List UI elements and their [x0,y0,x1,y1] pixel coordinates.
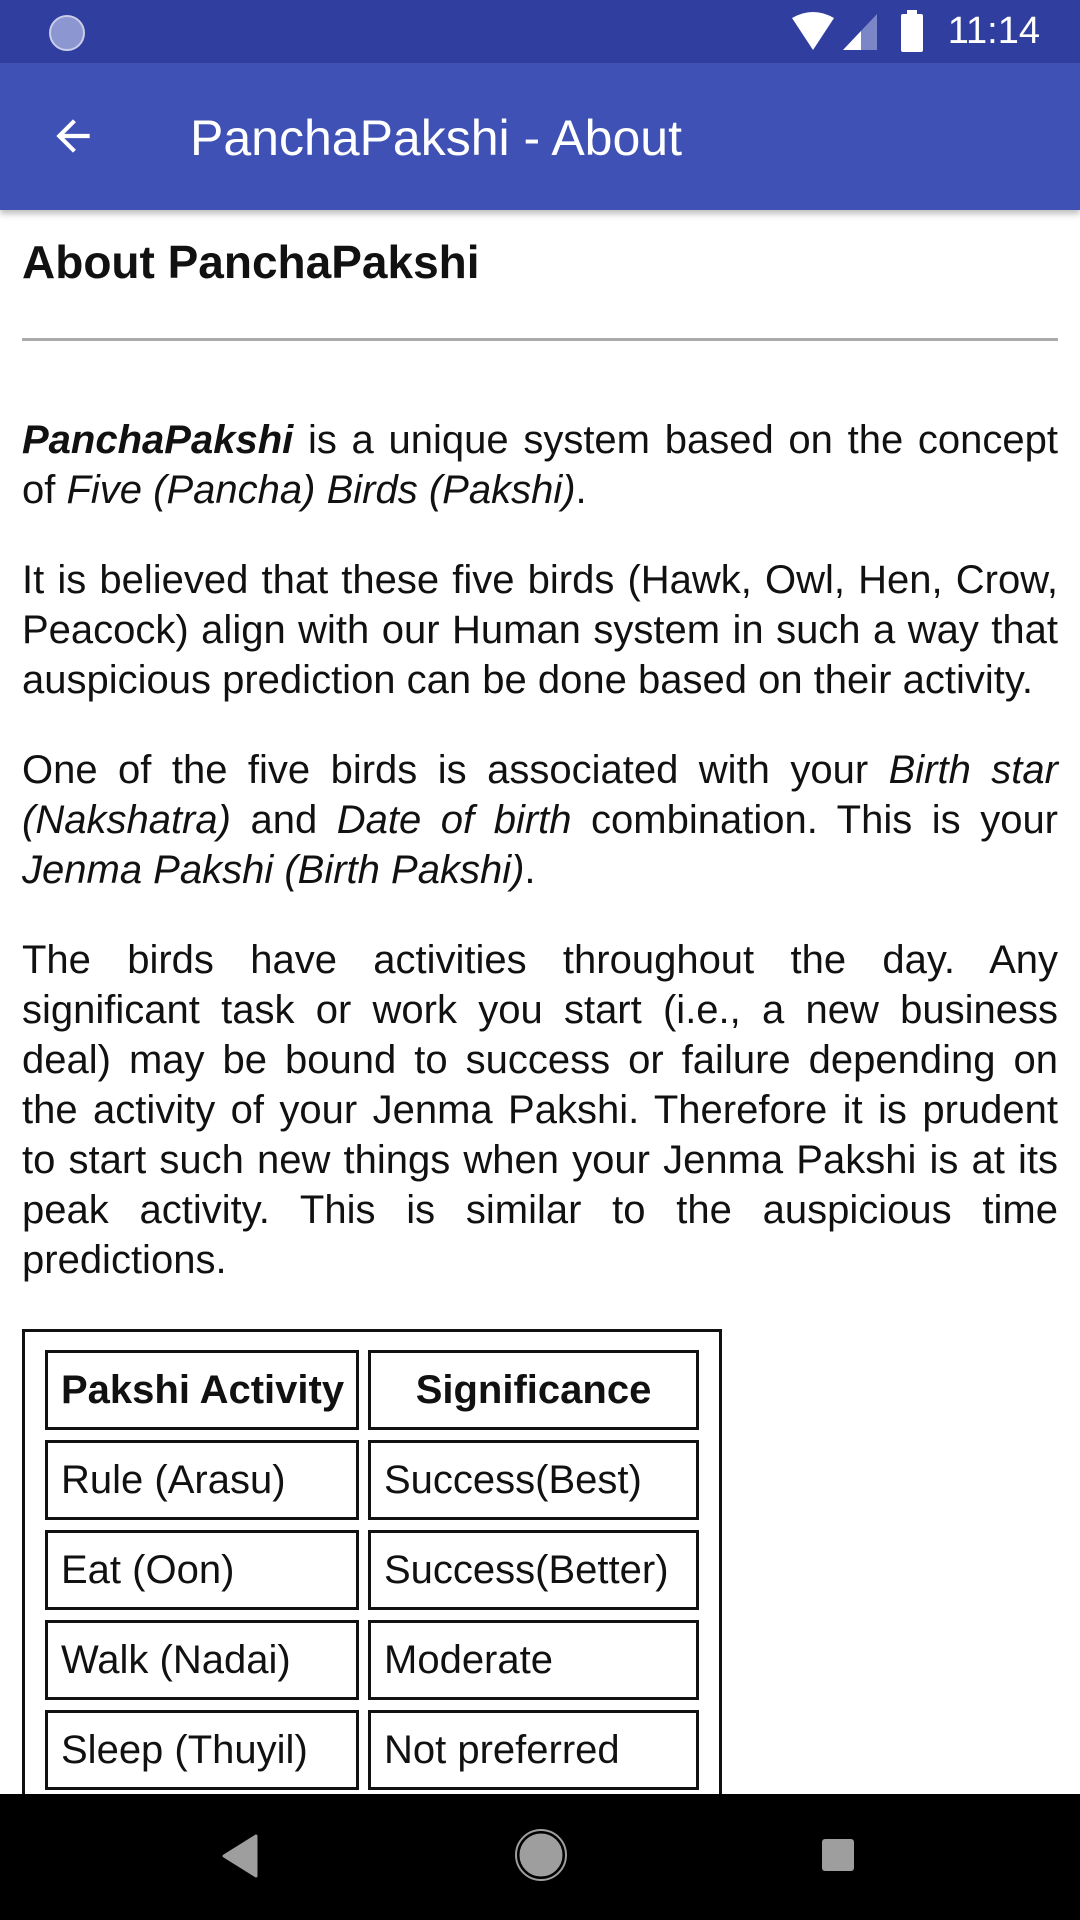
significance-cell: Moderate [368,1620,699,1700]
notification-icon [48,14,86,52]
activity-cell: Walk (Nadai) [45,1620,359,1700]
table-row [45,1710,699,1790]
activity-cell: Rule (Arasu) [45,1440,359,1520]
home-nav-icon[interactable] [514,1828,568,1882]
back-arrow-icon[interactable] [48,111,98,161]
significance-cell: Success(Better) [368,1530,699,1610]
table-row [45,1440,699,1520]
activity-table [22,1329,722,1829]
clock: 11:14 [947,10,1040,52]
activity-cell: Sleep (Thuyil) [45,1710,359,1790]
about-content [22,210,1058,1829]
paragraph-intro: PanchaPakshi is a unique system based on the concept of Five (Pancha) Birds (Pakshi). [22,418,1058,512]
app-title: PanchaPakshi - About [190,110,682,166]
app-bar [0,63,1080,210]
navigation-bar [0,1794,1080,1920]
paragraph-jenma: One of the five birds is associated with your Birth star (Nakshatra) and Date of birth combination. This is your Jenma Pakshi (Birth Pakshi). [22,748,1059,892]
table-header-row [45,1350,699,1430]
table-row [45,1530,699,1610]
status-bar [0,0,1080,63]
table-row [45,1620,699,1700]
battery-icon [900,10,924,52]
page-heading: About PanchaPakshi [22,236,480,288]
back-nav-icon[interactable] [222,1834,258,1878]
signal-icon [843,14,879,50]
activity-cell: Eat (Oon) [45,1530,359,1610]
header-significance: Significance [368,1350,699,1430]
wifi-icon [790,12,836,52]
recents-nav-icon[interactable] [821,1838,855,1872]
divider [22,338,1058,341]
significance-cell: Success(Best) [368,1440,699,1520]
paragraph-activities: The birds have activities throughout the day. Any significant task or work you start (i.e., a new business deal) may be bound to success or failure depending on the activity of your Jenma Pakshi. Therefore it is prudent to start such new things when your Jenma Pakshi is at its peak activity. This is similar to the auspicious time predictions. [22,938,1058,1282]
header-activity: Pakshi Activity [45,1350,359,1430]
significance-cell: Not preferred [368,1710,699,1790]
paragraph-birds: It is believed that these five birds (Hawk, Owl, Hen, Crow, Peacock) align with our Human system in such a way that auspicious prediction can be done based on their activity. [22,558,1058,702]
